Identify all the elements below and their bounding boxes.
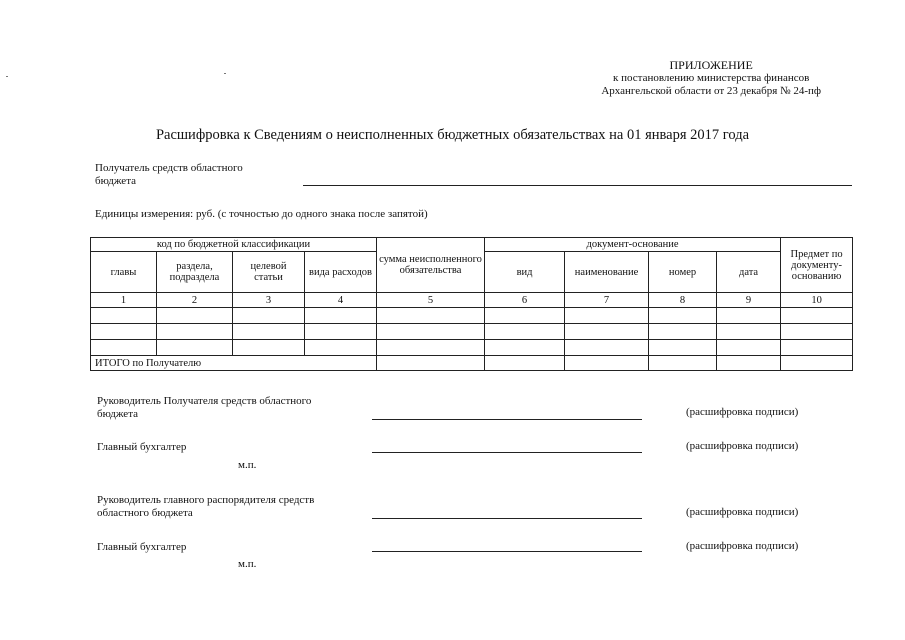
table-cell[interactable] (781, 308, 853, 324)
chief-accountant-label: Главный бухгалтер (97, 441, 187, 453)
table-cell[interactable] (649, 340, 717, 356)
table-cell[interactable] (305, 308, 377, 324)
stamp-label: м.п. (238, 459, 257, 471)
col-number: 5 (377, 293, 485, 308)
header-doc-name: наименование (565, 252, 649, 293)
units-label: Единицы измерения: руб. (с точностью до одного знака после запятой) (95, 208, 428, 220)
head-main-label (97, 494, 314, 520)
table-cell[interactable] (565, 340, 649, 356)
head-recipient-line-2: бюджета (97, 408, 139, 420)
scan-mark (224, 73, 226, 74)
header-doc-date: дата (717, 252, 781, 293)
head-main-line-1: Руководитель главного распорядителя средств (97, 494, 315, 506)
header-target: целевой статьи (233, 252, 305, 293)
table-cell[interactable] (717, 324, 781, 340)
table-cell[interactable] (485, 308, 565, 324)
table-cell[interactable] (157, 324, 233, 340)
table-cell[interactable] (91, 340, 157, 356)
table-cell[interactable] (91, 308, 157, 324)
decode-label: (расшифровка подписи) (686, 540, 799, 552)
header-budget-classification: код по бюджетной классификации (91, 238, 377, 252)
header-expense: вида расходов (305, 252, 377, 293)
col-number: 2 (157, 293, 233, 308)
table-cell[interactable] (377, 340, 485, 356)
column-number-row (91, 293, 853, 308)
total-label: ИТОГО по Получателю (91, 356, 377, 371)
head-recipient-signature-line[interactable] (372, 419, 642, 420)
appendix-block (601, 58, 821, 98)
table-cell[interactable] (377, 308, 485, 324)
decode-label: (расшифровка подписи) (686, 406, 799, 418)
table-cell[interactable] (649, 308, 717, 324)
header-row-1 (91, 238, 853, 252)
table-cell[interactable] (565, 356, 649, 371)
appendix-line-1: к постановлению министерства финансов (612, 72, 810, 84)
table-cell[interactable] (781, 324, 853, 340)
obligations-table (90, 237, 853, 371)
table-cell[interactable] (91, 324, 157, 340)
decode-label: (расшифровка подписи) (686, 440, 799, 452)
chief-accountant-label: Главный бухгалтер (97, 541, 187, 553)
table-cell[interactable] (485, 324, 565, 340)
table-cell[interactable] (233, 340, 305, 356)
col-number: 9 (717, 293, 781, 308)
chief-accountant-signature-line[interactable] (372, 551, 642, 552)
appendix-line-2: Архангельской области от 23 декабря № 24-пф (601, 85, 821, 97)
table-cell[interactable] (233, 308, 305, 324)
table-cell[interactable] (233, 324, 305, 340)
recipient-label-line-1: Получатель средств областного (95, 162, 243, 174)
recipient-field-line[interactable] (303, 185, 852, 186)
table-cell[interactable] (485, 340, 565, 356)
table-row (91, 340, 853, 356)
table-cell[interactable] (157, 340, 233, 356)
head-recipient-line-1: Руководитель Получателя средств областного (97, 395, 312, 407)
header-document: документ-основание (485, 238, 781, 252)
table-cell[interactable] (717, 308, 781, 324)
table-row (91, 324, 853, 340)
recipient-label-line-2: бюджета (95, 175, 137, 187)
recipient-label (95, 162, 243, 188)
document-title: Расшифровка к Сведениям о неисполненных бюджетных обязательствах на 01 января 2017 года (155, 127, 750, 143)
table-cell[interactable] (649, 324, 717, 340)
stamp-label: м.п. (238, 558, 257, 570)
header-subject: Предмет по документу-основанию (781, 238, 853, 293)
total-sum-cell[interactable] (377, 356, 485, 371)
head-main-line-2: областного бюджета (97, 507, 193, 519)
scan-mark (6, 76, 8, 77)
col-number: 7 (565, 293, 649, 308)
table-cell[interactable] (717, 356, 781, 371)
head-main-signature-line[interactable] (372, 518, 642, 519)
decode-label: (расшифровка подписи) (686, 506, 799, 518)
col-number: 4 (305, 293, 377, 308)
table-cell[interactable] (305, 340, 377, 356)
table-cell[interactable] (157, 308, 233, 324)
col-number: 10 (781, 293, 853, 308)
col-number: 3 (233, 293, 305, 308)
table-row (91, 308, 853, 324)
header-doc-number: номер (649, 252, 717, 293)
header-chapters: главы (91, 252, 157, 293)
head-recipient-label (97, 395, 311, 421)
table-cell[interactable] (565, 308, 649, 324)
appendix-title: ПРИЛОЖЕНИЕ (669, 58, 753, 72)
table-cell[interactable] (305, 324, 377, 340)
table-cell[interactable] (565, 324, 649, 340)
table-cell[interactable] (377, 324, 485, 340)
table-cell[interactable] (781, 340, 853, 356)
header-sum: сумма неисполненного обязательства (377, 238, 485, 293)
col-number: 6 (485, 293, 565, 308)
col-number: 1 (91, 293, 157, 308)
table-cell[interactable] (649, 356, 717, 371)
header-section: раздела, подраздела (157, 252, 233, 293)
table-cell[interactable] (717, 340, 781, 356)
header-doc-type: вид (485, 252, 565, 293)
table-cell[interactable] (485, 356, 565, 371)
col-number: 8 (649, 293, 717, 308)
chief-accountant-signature-line[interactable] (372, 452, 642, 453)
total-row (91, 356, 853, 371)
table-cell[interactable] (781, 356, 853, 371)
